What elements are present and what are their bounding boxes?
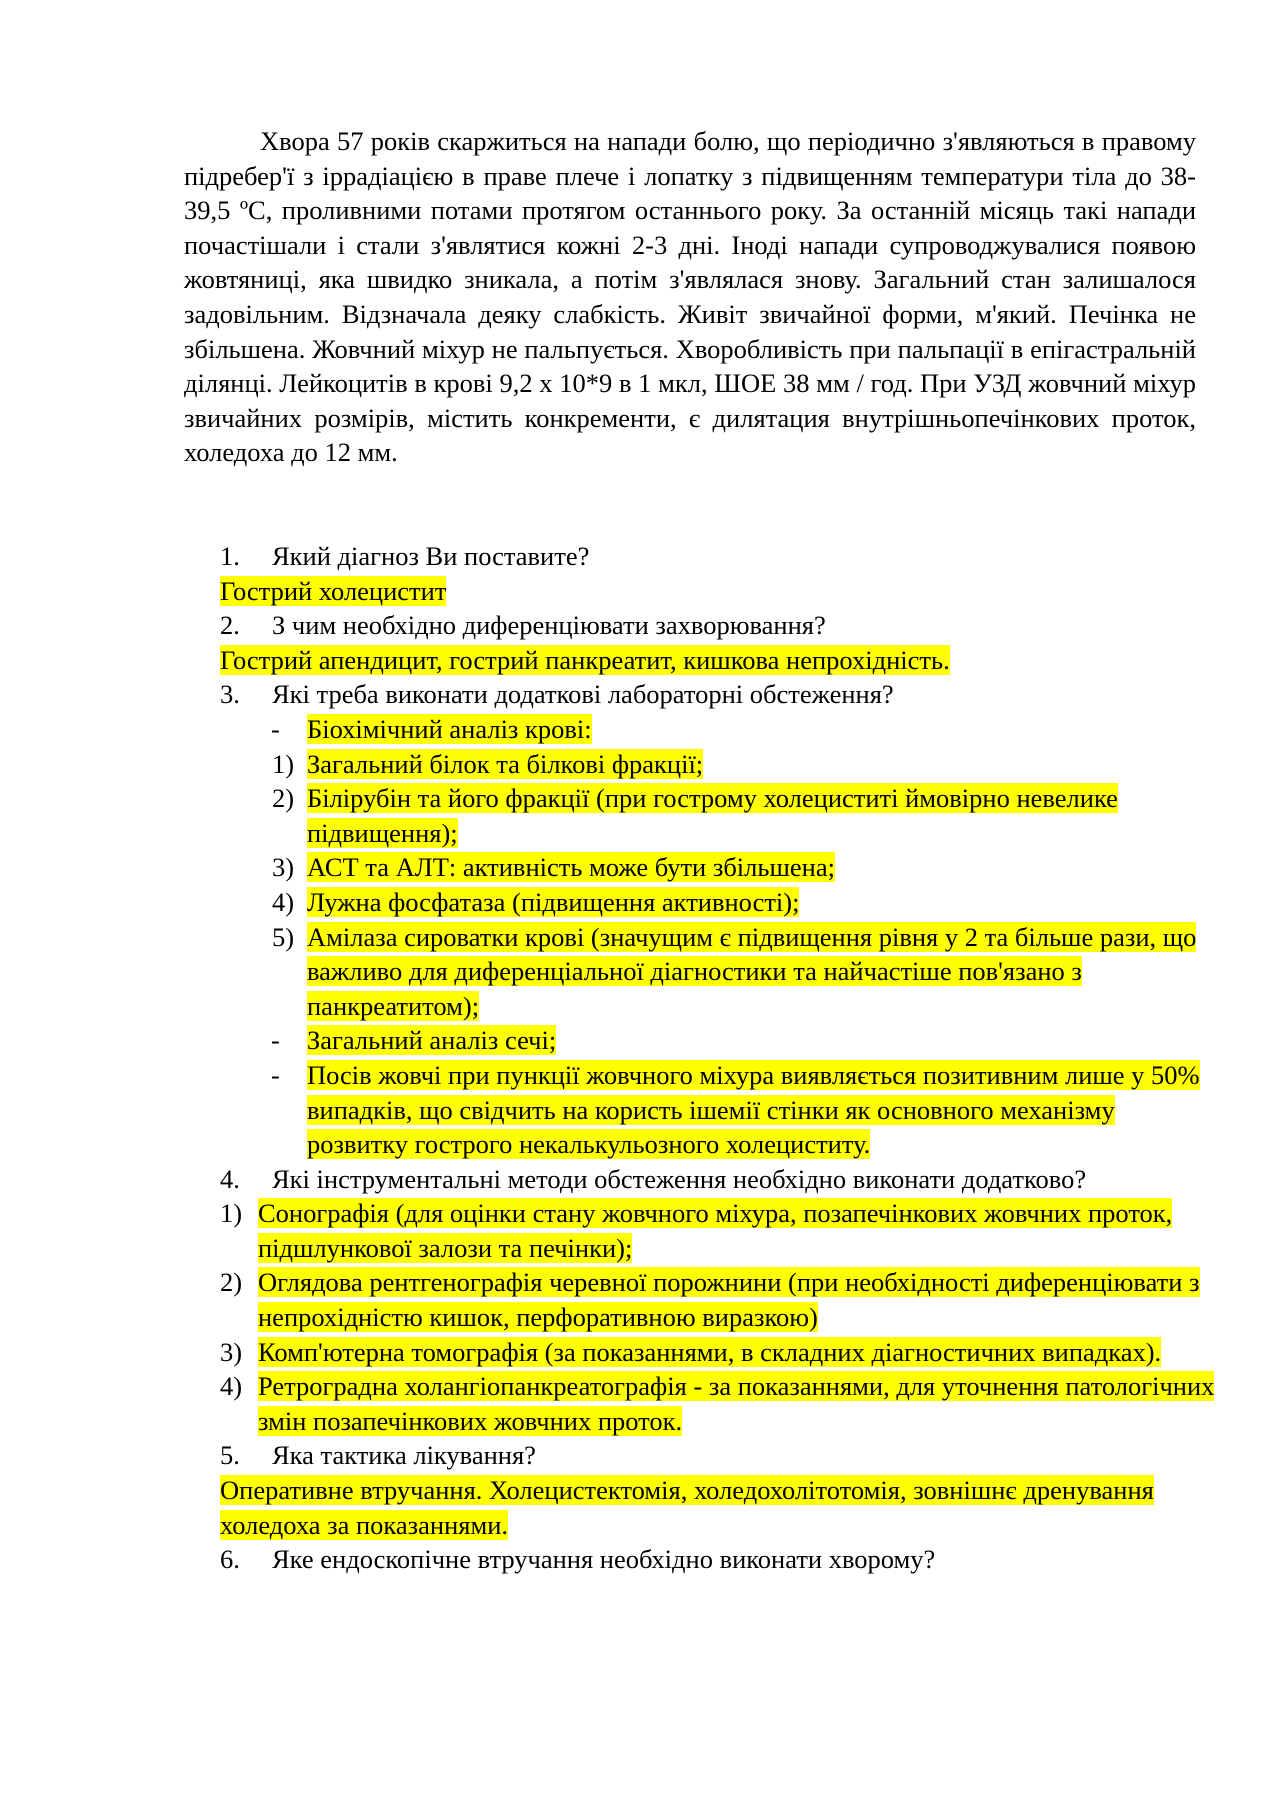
list-marker: 4): [220, 1371, 243, 1402]
instrumental-item: [220, 1196, 1220, 1265]
lab-item-text: Біохімічний аналіз крові:: [307, 713, 592, 744]
list-marker: 4): [272, 886, 295, 917]
lab-item: [220, 712, 1220, 747]
answer-2: [220, 643, 1220, 678]
question-text: Яке ендоскопічне втручання необхідно виконати хворому?: [272, 1544, 936, 1575]
answer-5: [220, 1473, 1220, 1542]
answer-text: Гострий холецистит: [220, 575, 447, 606]
question-text: Яка тактика лікування?: [272, 1440, 536, 1471]
lab-item-text: Амілаза сироватки крові (значущим є підвищення рівня у 2 та більше рази, що важливо для диференціальної діагностики та найчастіше пов'язано з панкреатитом);: [307, 921, 1197, 1021]
lab-item: [220, 781, 1220, 850]
lab-item: [220, 747, 1220, 782]
instrumental-item-text: Оглядова рентгенографія черевної порожнини (при необхідності диференціювати з непрохідністю кишок, перфоративною виразкою): [258, 1267, 1200, 1333]
answer-text: Оперативне втручання. Холецистектомія, холедохолітотомія, зовнішнє дренування холедоха за показаннями.: [220, 1475, 1154, 1540]
list-marker: 2): [220, 1267, 243, 1298]
question-2: [220, 608, 1220, 643]
question-number: 6.: [220, 1544, 240, 1575]
lab-item: [220, 850, 1220, 885]
question-text: Який діагноз Ви поставите?: [272, 541, 590, 571]
instrumental-item: [220, 1369, 1220, 1438]
question-number: 5.: [220, 1440, 240, 1471]
lab-item-text: АСТ та АЛТ: активність може бути збільшена;: [307, 852, 835, 883]
question-number: 1.: [220, 541, 240, 571]
question-number: 2.: [220, 610, 240, 641]
list-marker: 2): [272, 783, 295, 814]
lab-item: [220, 920, 1220, 1024]
lab-item-text: Посів жовчі при пункції жовчного міхура виявляється позитивним лише у 50% випадків, що свідчить на користь ішемії стінки як основного механізму розвитку гострого некалькульозного холециститу.: [307, 1059, 1200, 1160]
instrumental-item: [220, 1335, 1220, 1370]
lab-item-text: Лужна фосфатаза (підвищення активності);: [307, 886, 800, 917]
list-marker: -: [271, 1025, 280, 1056]
list-marker: 3): [220, 1336, 243, 1367]
question-1: [220, 539, 1220, 574]
list-marker: 1): [272, 748, 295, 779]
instrumental-item: [220, 1265, 1220, 1334]
answer-text: Гострий апендицит, гострий панкреатит, кишкова непрохідність.: [220, 644, 950, 675]
lab-item: [220, 885, 1220, 920]
list-marker: 3): [272, 852, 295, 883]
lab-item-text: Загальний білок та білкові фракції;: [307, 748, 704, 779]
list-marker: -: [271, 713, 280, 744]
lab-item: [220, 1058, 1220, 1162]
question-text: З чим необхідно диференціювати захворювання?: [272, 610, 826, 641]
question-4: [220, 1162, 1220, 1197]
question-number: 4.: [220, 1163, 240, 1194]
lab-item-text: Загальний аналіз сечі;: [307, 1025, 557, 1056]
list-marker: 1): [220, 1198, 243, 1229]
case-description: Хвора 57 років скаржиться на напади болю, що періодично з'являються в правому підребер'ї з іррадіацією в праве плече і лопатку з підвищенням температури тіла до 38-39,5 ºС, проливними потами протягом останнього року. За останній місяць такі напади почастішали і стали з'являтися кожні 2-3 дні. Іноді напади супроводжувалися появою жовтяниці, яка швидко зникала, а потім з'являлася знову. Загальний стан залишалося задовільним. Відзначала деяку слабкість. Живіт звичайної форми, м'який. Печінка не збільшена. Жовчний міхур не пальпується. Хворобливість при пальпації в епігастральній ділянці. Лейкоцитів в крові 9,2 х 10*9 в 1 мкл, ШОЕ 38 мм / год. При УЗД жовчний міхур звичайних розмірів, містить конкременти, є дилятация внутрішньопечінкових проток, холедоха до 12 мм.: [184, 126, 1196, 468]
answer-1: [220, 574, 1220, 609]
question-text: Які треба виконати додаткові лабораторні обстеження?: [272, 679, 894, 710]
lab-item-text: Білірубін та його фракції (при гострому холециститі ймовірно невелике підвищення);: [307, 783, 1118, 848]
list-marker: -: [271, 1059, 280, 1090]
question-3: [220, 677, 1220, 712]
instrumental-item-text: Комп'ютерна томографія (за показаннями, в складних діагностичних випадках).: [258, 1336, 1162, 1367]
question-6: [220, 1542, 1220, 1577]
question-5: [220, 1438, 1220, 1473]
instrumental-item-text: Ретроградна холангіопанкреатографія - за показаннями, для уточнення патологічних змін позапечінкових жовчних проток.: [258, 1371, 1215, 1436]
question-list: [220, 539, 1220, 1577]
question-number: 3.: [220, 679, 240, 710]
question-text: Які інструментальні методи обстеження необхідно виконати додатково?: [272, 1163, 1087, 1194]
list-marker: 5): [272, 921, 295, 952]
lab-item: [220, 1023, 1220, 1058]
instrumental-item-text: Сонографія (для оцінки стану жовчного міхура, позапечінкових жовчних проток, підшлункової залози та печінки);: [258, 1198, 1173, 1263]
